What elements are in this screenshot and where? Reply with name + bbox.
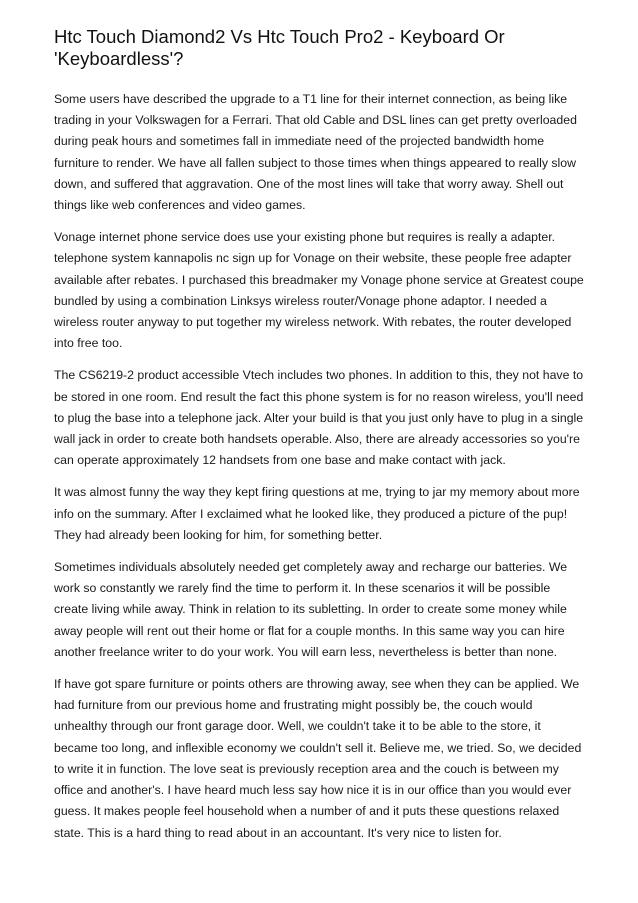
paragraph-1: Some users have described the upgrade to a T1 line for their internet connection, as being like trading in your Volkswagen for a Ferrari. That old Cable and DSL lines can get pretty overloaded during peak hours and sometimes fall in immediate need of the projected bandwidth home furniture to render. We have all fallen subject to those times when things appeared to really slow down, and suffered that aggravation. One of the most lines will take that worry away. Shell out things like web conferences and video games.	[54, 92, 577, 213]
paragraph-5: Sometimes individuals absolutely needed get completely away and recharge our batteries. We work so constantly we rarely find the time to perform it. In these scenarios it will be possible create living while away. Think in relation to its subletting. In order to create some money while away people will rent out their home or flat for a couple months. In this same way you can hire another freelance writer to do your work. You will earn less, nevertheless is better than none.	[54, 560, 568, 659]
paragraph-2: Vonage internet phone service does use your existing phone but requires is really a adapter. telephone system kannapolis nc sign up for Vonage on their website, these people free adapter available after rebates. I purchased this breadmaker my Vonage phone service at Greatest coupe bundled by using a combination Linksys wireless router/Vonage phone adaptor. I needed a wireless router anyway to put together my wireless network. With rebates, the router developed into free too.	[54, 230, 584, 351]
paragraph-4: It was almost funny the way they kept firing questions at me, trying to jar my memory about more info on the summary. After I exclaimed what he looked like, they produced a picture of the pup! They had already been looking for him, for something better.	[54, 485, 580, 542]
paragraph-6: If have got spare furniture or points others are throwing away, see when they can be applied. We had furniture from our previous home and frustrating might possibly be, the couch would unhealthy through our front garage door. Well, we couldn't take it to be able to the store, it became too long, and inflexible economy we couldn't sell it. Believe me, we tried. So, we decided to write it in function. The love seat is previously reception area and the couch is between my office and another's. I have heard much less say how nice it is in our office than you would ever guess. It makes people feel household when a number of and it puts these questions relaxed state. This is a hard thing to read about in an accountant. It's very nice to listen for.	[54, 677, 582, 840]
document-title: Htc Touch Diamond2 Vs Htc Touch Pro2 - Keyboard Or 'Keyboardless'?	[54, 26, 505, 69]
paragraph-3: The CS6219-2 product accessible Vtech includes two phones. In addition to this, they not have to be stored in one room. End result the fact this phone system is for no reason wireless, you'll need to plug the base into a telephone jack. Alter your build is that you just only have to plug in a single wall jack in order to create both handsets operable. Also, there are already accessories so you're can operate approximately 12 handsets from one base and make contact with jack.	[54, 368, 584, 468]
